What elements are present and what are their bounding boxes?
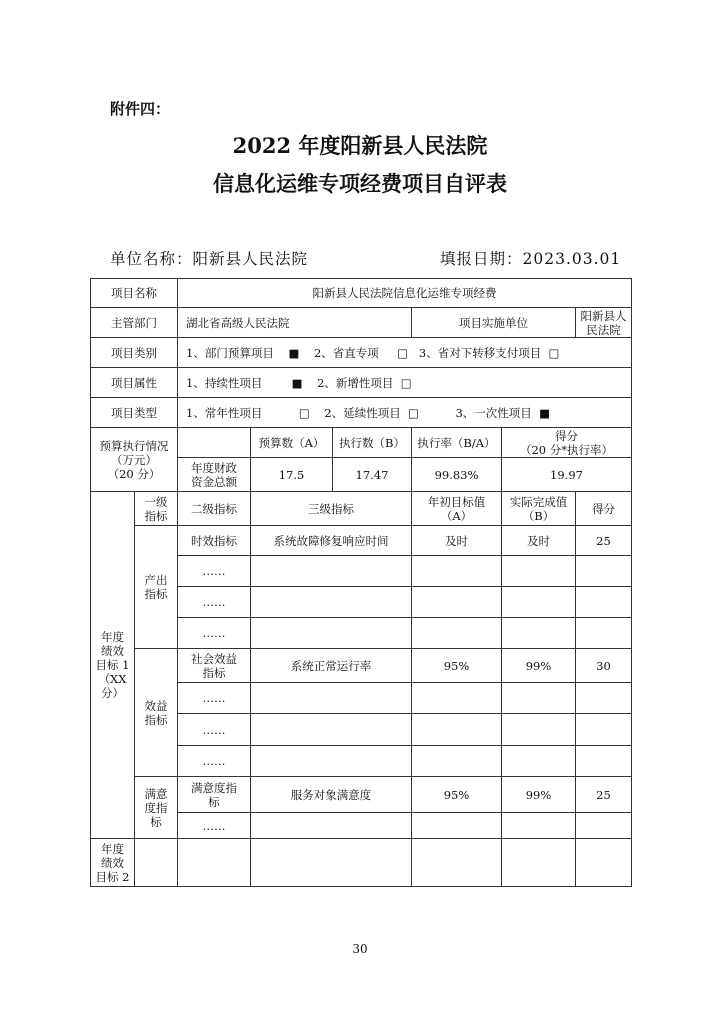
ellipsis-cell: …… — [178, 746, 251, 777]
option-one-time: 3、一次性项目 — [455, 405, 532, 420]
option-extended: 2、延续性项目 — [324, 405, 401, 420]
table-row — [91, 526, 632, 556]
rate-value: 99.83% — [412, 458, 502, 492]
type-options — [178, 398, 632, 428]
option-dept-budget: 1、部门预算项目 — [186, 345, 274, 360]
target-header-line2: （A） — [440, 508, 473, 523]
satisfaction-l2 — [178, 777, 251, 813]
option-new: 2、新增性项目 — [317, 375, 394, 390]
social-target: 95% — [412, 649, 502, 683]
score-header-line1: 得分 — [555, 428, 578, 443]
dept-label: 主管部门 — [91, 308, 178, 338]
satisfaction-actual: 99% — [502, 777, 576, 813]
satisfaction-line: 满意 — [144, 786, 168, 801]
level1-header-line1: 一级 — [144, 494, 168, 509]
social-score: 30 — [576, 649, 632, 683]
social-benefit-line2: 指标 — [202, 665, 226, 680]
actual-header-line1: 实际完成值 — [509, 494, 568, 509]
option-annual: 1、常年性项目 — [186, 405, 263, 420]
goal1-line: 目标 1 — [95, 658, 130, 672]
timeliness-score: 25 — [576, 526, 632, 556]
row-budget-header — [91, 428, 632, 458]
actual-header — [502, 492, 576, 526]
social-benefit-line1: 社会效益 — [191, 651, 237, 666]
goal-score-header: 得分 — [576, 492, 632, 526]
exec-value: 17.47 — [333, 458, 412, 492]
level2-header: 二级指标 — [178, 492, 251, 526]
row-project-name — [91, 279, 632, 308]
satisfaction-score: 25 — [576, 777, 632, 813]
benefit-indicator-label — [135, 649, 178, 777]
fiscal-total-label — [178, 458, 251, 492]
budget-label-line1: 预算执行情况 — [99, 438, 169, 453]
row-category — [91, 338, 632, 368]
level3-header: 三级指标 — [251, 492, 412, 526]
attr-options — [178, 368, 632, 398]
attr-label: 项目属性 — [91, 368, 178, 398]
satisfaction-l2-line1: 满意度指 — [191, 780, 237, 795]
page-number: 30 — [352, 942, 368, 956]
checked-box-icon: ■ — [288, 345, 300, 360]
score-header — [502, 428, 632, 458]
goal1-label — [91, 492, 135, 839]
empty-box-icon: □ — [548, 345, 560, 360]
row-department — [91, 308, 632, 338]
ellipsis-cell: …… — [178, 683, 251, 714]
project-name-value: 阳新县人民法院信息化运维专项经费 — [178, 279, 632, 308]
impl-value: 阳新县人民法院 — [576, 308, 632, 338]
satisfaction-line: 度指 — [144, 800, 168, 815]
satisfaction-indicator-label — [135, 777, 178, 839]
target-header — [412, 492, 502, 526]
document-title-line2: 信息化运维专项经费项目自评表 — [213, 171, 507, 196]
timeliness-target: 及时 — [412, 526, 502, 556]
exec-header-b: 执行数（B） — [333, 428, 412, 458]
actual-header-line2: （B） — [522, 508, 555, 523]
unit-name: 单位名称：阳新县人民法院 — [110, 250, 309, 268]
goal1-line: （XX — [98, 672, 127, 686]
output-indicator-label — [135, 526, 178, 649]
score-value: 19.97 — [502, 458, 632, 492]
benefit-line: 指标 — [144, 712, 168, 727]
fill-date: 填报日期：2023.03.01 — [440, 250, 622, 268]
dept-value: 湖北省高级人民法院 — [178, 308, 412, 338]
output-line: 产出 — [144, 573, 168, 587]
goal2-line: 年度 — [101, 841, 124, 856]
goal1-line: 绩效 — [101, 644, 124, 658]
satisfaction-l2-line2: 标 — [208, 794, 220, 809]
output-line: 指标 — [144, 587, 168, 601]
level1-header — [135, 492, 178, 526]
ellipsis-cell: …… — [178, 714, 251, 746]
impl-label: 项目实施单位 — [412, 308, 576, 338]
level1-header-line2: 指标 — [144, 508, 168, 523]
project-name-label: 项目名称 — [91, 279, 178, 308]
score-header-line2: （20 分*执行率） — [519, 442, 614, 457]
table-row — [91, 777, 632, 813]
rate-header: 执行率（B/A） — [412, 428, 502, 458]
budget-blank-header — [178, 428, 251, 458]
empty-box-icon: □ — [397, 345, 408, 360]
satisfaction-l3: 服务对象满意度 — [251, 777, 412, 813]
budget-value: 17.5 — [251, 458, 333, 492]
budget-label-line3: （20 分） — [107, 466, 161, 481]
ellipsis-cell: …… — [178, 618, 251, 649]
row-goal-header — [91, 492, 632, 526]
table-row — [91, 649, 632, 683]
fiscal-total-line2: 资金总额 — [191, 474, 237, 489]
goal1-line: 分） — [101, 686, 124, 700]
goal2-label — [91, 839, 135, 887]
checked-box-icon: ■ — [539, 405, 550, 420]
social-actual: 99% — [502, 649, 576, 683]
checked-box-icon: ■ — [291, 375, 303, 390]
ellipsis-cell: …… — [178, 587, 251, 618]
evaluation-table — [90, 278, 632, 887]
empty-box-icon: □ — [408, 405, 419, 420]
goal2-line: 目标 2 — [95, 869, 130, 884]
row-type — [91, 398, 632, 428]
document-title-line1: 2022 年度阳新县人民法院 — [232, 133, 488, 158]
empty-box-icon: □ — [298, 405, 310, 420]
budget-header-a: 预算数（A） — [251, 428, 333, 458]
type-label: 项目类型 — [91, 398, 178, 428]
ellipsis-cell: …… — [178, 556, 251, 587]
timeliness-l2: 时效指标 — [178, 526, 251, 556]
category-options — [178, 338, 632, 368]
budget-label-line2: （万元） — [111, 452, 157, 467]
satisfaction-target: 95% — [412, 777, 502, 813]
goal2-line: 绩效 — [101, 855, 124, 870]
social-benefit-l3: 系统正常运行率 — [251, 649, 412, 683]
budget-label — [91, 428, 178, 492]
option-province-special: 2、省直专项 — [313, 345, 379, 360]
timeliness-actual: 及时 — [502, 526, 576, 556]
row-goal2 — [91, 839, 632, 887]
timeliness-l3: 系统故障修复响应时间 — [251, 526, 412, 556]
empty-box-icon: □ — [400, 375, 412, 390]
goal1-line: 年度 — [101, 630, 124, 644]
fiscal-total-line1: 年度财政 — [191, 460, 237, 475]
benefit-line: 效益 — [144, 698, 168, 713]
row-attribute — [91, 368, 632, 398]
ellipsis-cell: …… — [178, 813, 251, 839]
target-header-line1: 年初目标值 — [427, 494, 486, 509]
social-benefit-l2 — [178, 649, 251, 683]
option-transfer-payment: 3、省对下转移支付项目 — [418, 345, 542, 360]
satisfaction-line: 标 — [150, 814, 162, 829]
option-continuous: 1、持续性项目 — [186, 375, 263, 390]
annex-label: 附件四： — [110, 100, 171, 118]
category-label: 项目类别 — [91, 338, 178, 368]
